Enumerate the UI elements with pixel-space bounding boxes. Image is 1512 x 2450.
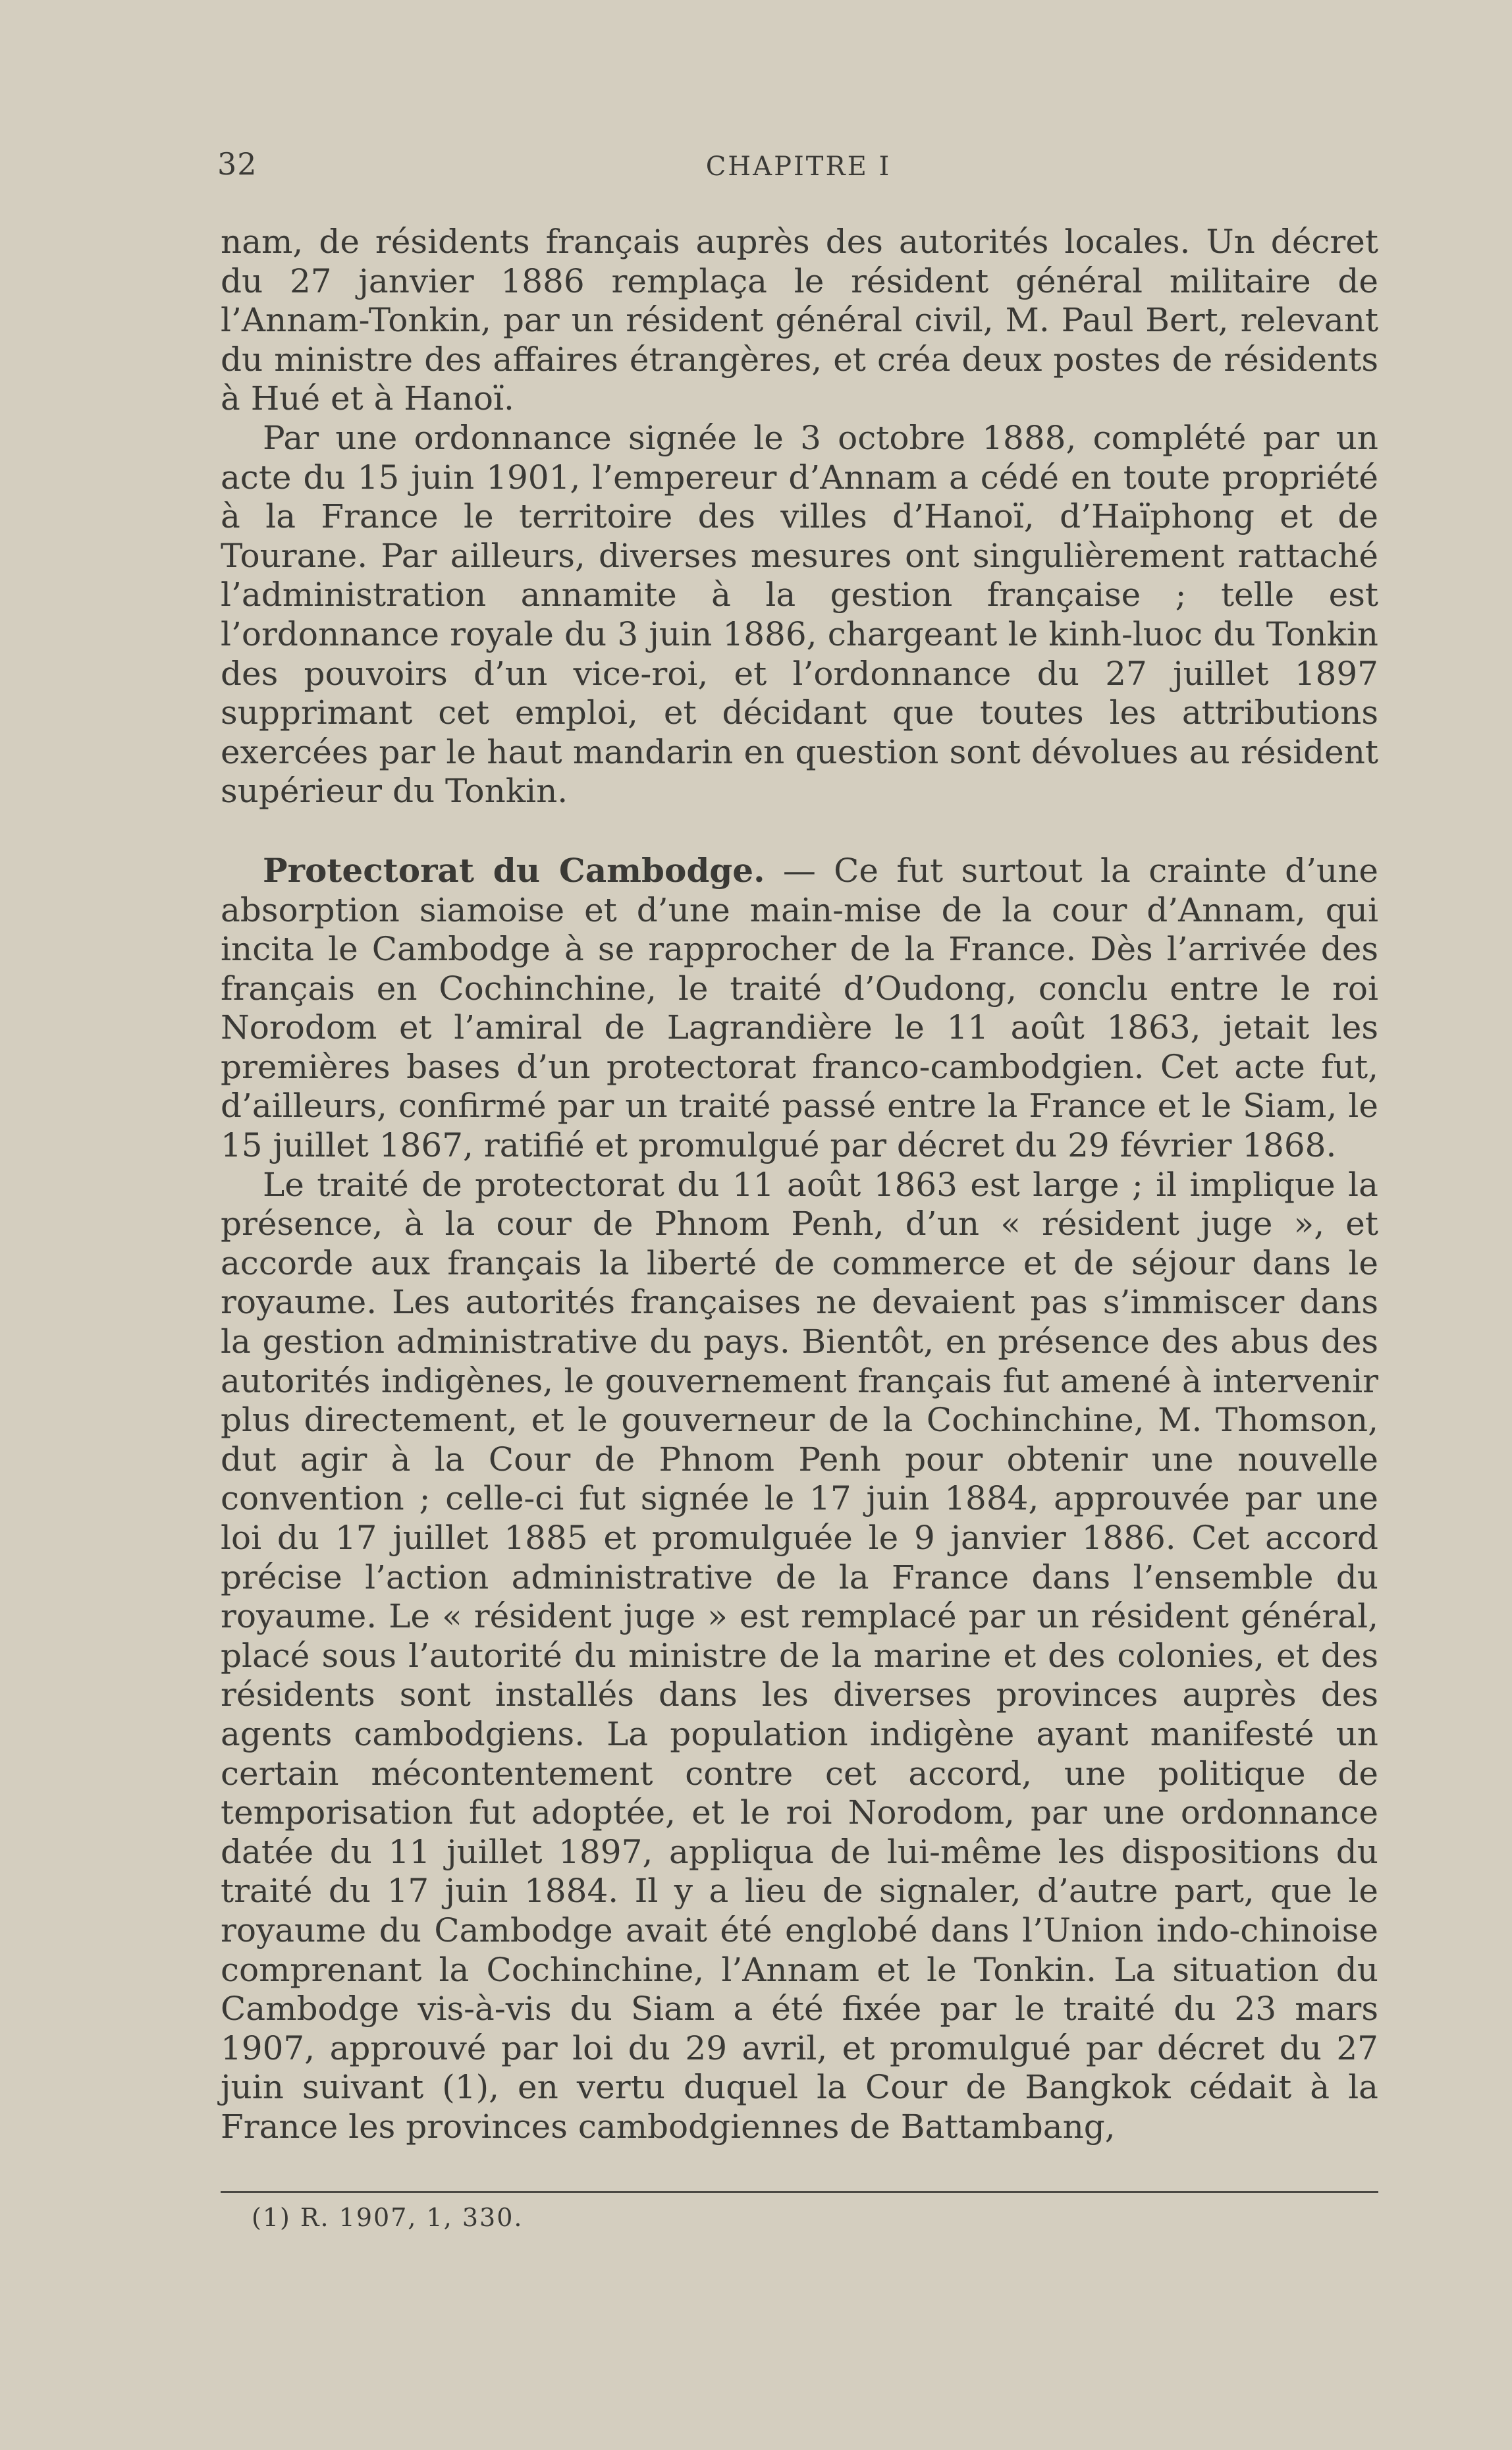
section-dash: —	[782, 851, 816, 890]
paragraph: Le traité de protectorat du 11 août 1863 est large ; il implique la présence, à la cour de Phnom Penh, d’un « résident juge », et accorde aux français la liberté de commerce et de séjour dans le royaume. Les autorités françaises ne devaient pas s’immiscer dans la gestion administrative du pays. Bientôt, en présence des abus des autorités indigènes, le gouvernement français fut amené à intervenir plus directement, et le gouverneur de la Cochinchine, M. Thomson, dut agir à la Cour de Phnom Penh pour obtenir une nouvelle convention ; celle-ci fut signée le 17 juin 1884, approuvée par une loi du 17 juillet 1885 et promulguée le 9 janvier 1886. Cet accord précise l’action administrative de la France dans l’ensemble du royaume. Le « résident juge » est remplacé par un résident général, placé sous l’autorité du ministre de la marine et des colonies, et des résidents sont installés dans les diverses provinces auprès des agents cambodgiens. La population indigène ayant manifesté un certain mécontentement contre cet accord, une politique de temporisation fut adoptée, et le roi Norodom, par une ordonnance datée du 11 juillet 1897, appliqua de lui-même les dispositions du traité du 17 juin 1884. Il y a lieu de signaler, d’autre part, que le royaume du Cambodge avait été englobé dans l’Union indo-chinoise comprenant la Cochinchine, l’Annam et le Tonkin. La situation du Cambodge vis-à-vis du Siam a été fixée par le traité du 23 mars 1907, approuvé par loi du 29 avril, et promulgué par décret du 27 juin suivant (1), en vertu duquel la Cour de Bangkok cédait à la France les provinces cambodgiennes de Battambang,	[221, 1165, 1378, 2146]
paragraph: Par une ordonnance signée le 3 octobre 1888, complété par un acte du 15 juin 1901, l’empereur d’Annam a cédé en toute propriété à la France le territoire des villes d’Hanoï, d’Haïphong et de Tourane. Par ailleurs, diverses mesures ont singulièrement rattaché l’administration annamite à la gestion française ; telle est l’ordonnance royale du 3 juin 1886, chargeant le kinh-luoc du Tonkin des pouvoirs d’un vice-roi, et l’ordonnance du 27 juillet 1897 supprimant cet emploi, et décidant que toutes les attributions exercées par le haut mandarin en question sont dévolues au résident supérieur du Tonkin.	[221, 418, 1378, 811]
body-text	[221, 223, 1378, 2147]
section-paragraph-text: Ce fut surtout la crainte d’une absorption siamoise et d’une main-mise de la cour d’Annam, qui incita le Cambodge à se rapprocher de la France. Dès l’arrivée des français en Cochinchine, le traité d’Oudong, conclu entre le roi Norodom et l’amiral de Lagrandière le 11 août 1863, jetait les premières bases d’un protectorat franco-cambodgien. Cet acte fut, d’ailleurs, confirmé par un traité passé entre la France et le Siam, le 15 juillet 1867, ratifié et promulgué par décret du 29 février 1868.	[221, 851, 1379, 1165]
section-paragraph	[221, 851, 1378, 1166]
footnote-divider	[221, 2191, 1378, 2193]
page-number: 32	[217, 146, 257, 182]
paragraph-continuation: nam, de résidents français auprès des autorités locales. Un décret du 27 janvier 1886 remplaça le résident général militaire de l’Annam-Tonkin, par un résident général civil, M. Paul Bert, relevant du ministre des affaires étrangères, et créa deux postes de résidents à Hué et à Hanoï.	[221, 223, 1378, 418]
section-title: Protectorat du Cambodge.	[263, 850, 765, 890]
running-head: CHAPITRE I	[705, 151, 892, 182]
footnote: (1) R. 1907, 1, 330.	[252, 2203, 524, 2232]
page-header	[217, 146, 1380, 192]
